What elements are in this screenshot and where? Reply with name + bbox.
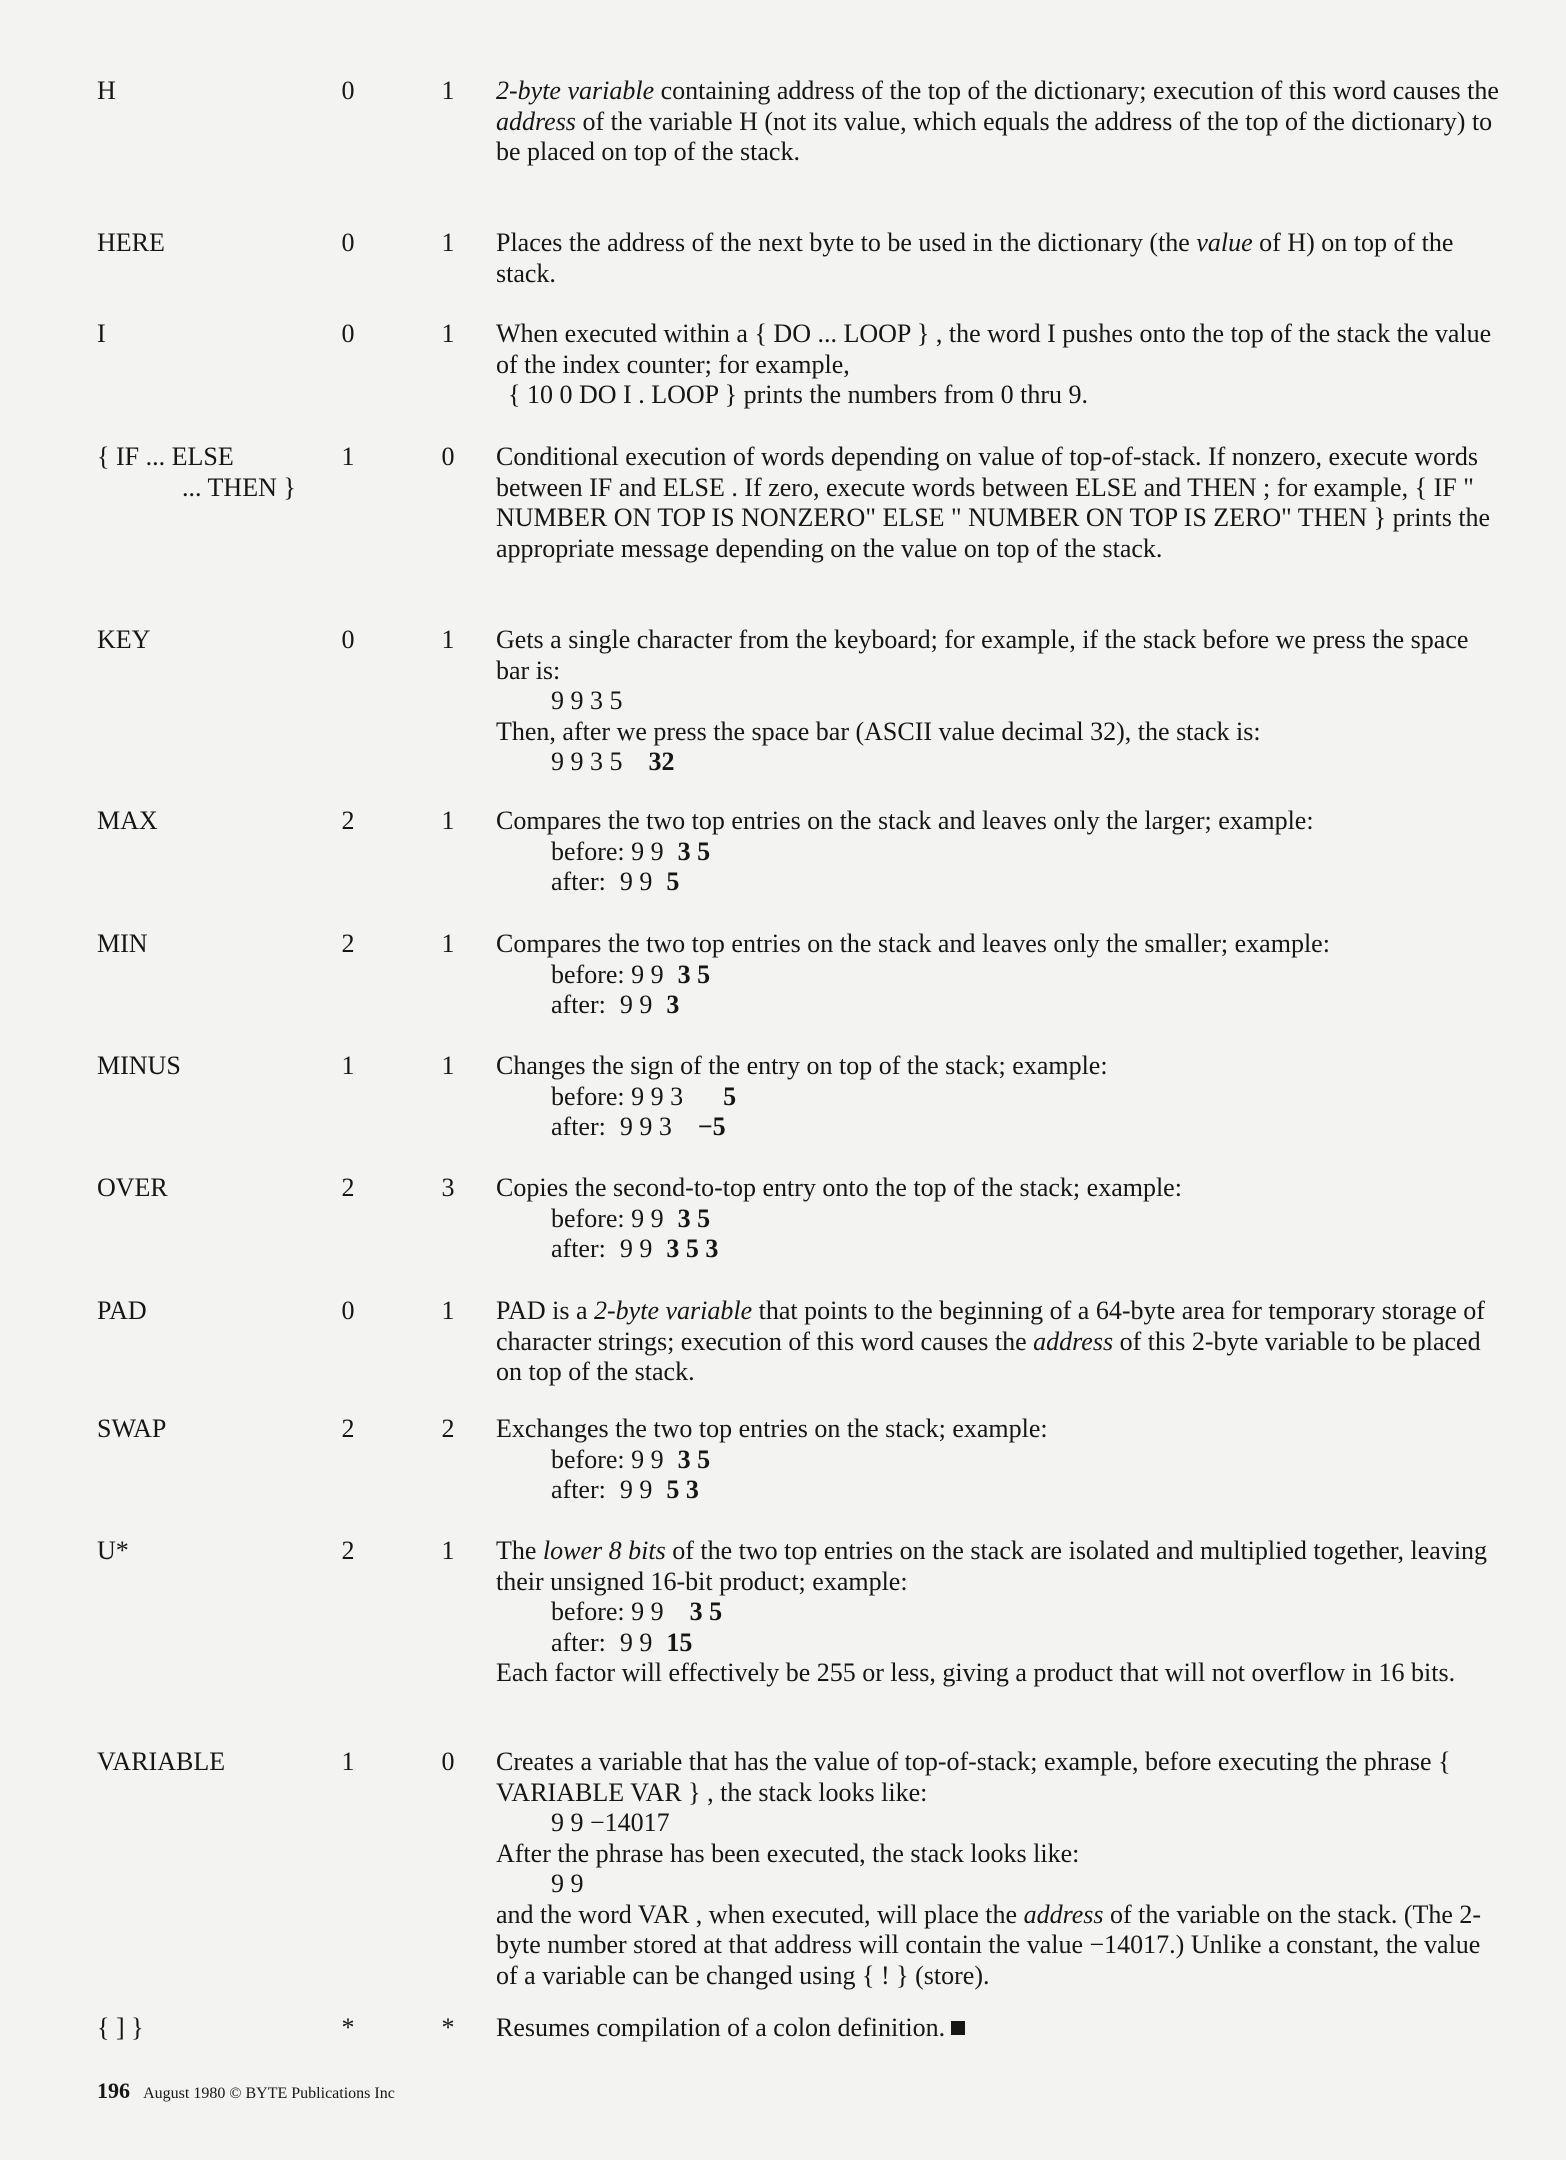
stack-output-count: 3	[441, 1173, 455, 1202]
word-description: Gets a single character from the keyboard; for example, if the stack before we press the space bar is: 9 9 3 5 Then, after we press the space bar (ASCII value decimal 32), the stack is: 9 9 3 5 32	[496, 625, 1508, 778]
stack-output-count: 1	[441, 1296, 455, 1325]
before-line: before: 9 9 3 5	[551, 1203, 711, 1233]
before-line: before: 9 9 3 5	[551, 836, 711, 866]
word-name: MAX	[97, 806, 158, 835]
stack-input-count: 1	[341, 442, 355, 471]
after-line: after: 9 9 3 5 3	[551, 1234, 719, 1263]
stack-example: 9 9	[551, 1869, 584, 1898]
word-name: H	[97, 76, 116, 105]
word-description: Compares the two top entries on the stack and leaves only the smaller; example: before: 9 9 3 5 after: 9 9 3	[496, 929, 1508, 1021]
word-description: Resumes compilation of a colon definition.	[496, 2013, 1508, 2044]
stack-input-count: 0	[341, 319, 355, 348]
stack-output-count: 1	[441, 625, 455, 654]
stack-output-count: 1	[441, 228, 455, 257]
word-description: Exchanges the two top entries on the stack; example: before: 9 9 3 5 after: 9 9 5 3	[496, 1414, 1508, 1506]
before-line: before: 9 9 3 5	[551, 1444, 711, 1474]
stack-input-count: 0	[341, 228, 355, 257]
publication-credit: August 1980 © BYTE Publications Inc	[143, 2085, 395, 2102]
word-description: When executed within a { DO ... LOOP } , the word I pushes onto the top of the stack the value of the index counter; for example, { 10 0 DO I . LOOP } prints the numbers from 0 thru 9.	[496, 319, 1492, 409]
after-line: after: 9 9 3 −5	[551, 1112, 726, 1141]
stack-example: 9 9 −14017	[551, 1808, 670, 1837]
stack-output-count: 1	[441, 319, 455, 348]
word-description: Copies the second-to-top entry onto the top of the stack; example: before: 9 9 3 5 after: 9 9 3 5 3	[496, 1173, 1508, 1265]
stack-input-count: *	[341, 2013, 355, 2042]
word-name: U*	[97, 1536, 129, 1565]
stack-output-count: 1	[441, 806, 455, 835]
word-description: The lower 8 bits of the two top entries on the stack are isolated and multiplied together, leaving their unsigned 16-bit product; example: before: 9 9 3 5 after: 9 9 15 Each factor will effectively be 255 or less, giving a product that will not overflow in 16 bits.	[496, 1536, 1508, 1689]
stack-input-count: 2	[341, 1536, 355, 1565]
word-name: OVER	[97, 1173, 168, 1202]
stack-output-count: 0	[441, 1747, 455, 1776]
stack-output-count: 0	[441, 442, 455, 471]
word-name: HERE	[97, 228, 165, 257]
word-description: PAD is a 2-byte variable that points to the beginning of a 64-byte area for temporary storage of character strings; execution of this word causes the address of this 2-byte variable to be placed on top of the stack.	[496, 1296, 1485, 1386]
stack-input-count: 0	[341, 76, 355, 105]
after-line: after: 9 9 15	[551, 1627, 693, 1657]
stack-output-count: 1	[441, 929, 455, 958]
stack-output-count: 1	[441, 1536, 455, 1565]
stack-output-count: *	[441, 2013, 455, 2042]
stack-input-count: 2	[341, 1173, 355, 1202]
word-name: VARIABLE	[97, 1747, 226, 1776]
stack-input-count: 1	[341, 1051, 355, 1080]
word-name: PAD	[97, 1296, 147, 1325]
word-description: Changes the sign of the entry on top of the stack; example: before: 9 9 3 5 after: 9 9 3 −5	[496, 1051, 1508, 1143]
word-description: Places the address of the next byte to be used in the dictionary (the value of H) on top of the stack.	[496, 228, 1454, 288]
word-name: KEY	[97, 625, 151, 654]
after-line: after: 9 9 3	[551, 990, 680, 1019]
stack-output-count: 1	[441, 1051, 455, 1080]
after-line: after: 9 9 5	[551, 867, 680, 896]
word-description: Creates a variable that has the value of top-of-stack; example, before executing the phrase { VARIABLE VAR } , the stack looks like: 9 9 −14017 After the phrase has been executed, the stack looks like: 9 9 and the word VAR , when executed, will place the address of the variable on the stack. (The 2-byte number stored at that address will contain the value −14017.) Unlike a constant, the value of a variable can be changed using { ! } (store).	[496, 1747, 1508, 1991]
before-line: before: 9 9 3 5	[551, 959, 711, 989]
word-description: Conditional execution of words depending on value of top-of-stack. If nonzero, execute words between IF and ELSE . If zero, execute words between ELSE and THEN ; for example, { IF " NUMBER ON TOP IS NONZERO" ELSE " NUMBER ON TOP IS ZERO" THEN } prints the appropriate message depending on the value on top of the stack.	[496, 442, 1491, 563]
stack-example: 9 9 3 5	[551, 686, 623, 715]
stack-input-count: 1	[341, 1747, 355, 1776]
stack-input-count: 2	[341, 806, 355, 835]
end-square-icon	[951, 2021, 965, 2035]
word-description: 2-byte variable containing address of the top of the dictionary; execution of this word causes the address of the variable H (not its value, which equals the address of the top of the dictionary) to be placed on top of the stack.	[496, 76, 1499, 166]
word-name: { ] }	[97, 2013, 144, 2042]
stack-input-count: 0	[341, 625, 355, 654]
stack-example: 9 9 3 5 32	[551, 747, 675, 776]
stack-input-count: 0	[341, 1296, 355, 1325]
word-name: { IF ... ELSE ... THEN }	[97, 442, 296, 502]
page-footer	[97, 2078, 395, 2104]
stack-output-count: 2	[441, 1414, 455, 1443]
before-line: before: 9 9 3 5	[551, 1081, 737, 1111]
before-line: before: 9 9 3 5	[551, 1597, 723, 1626]
stack-output-count: 1	[441, 76, 455, 105]
stack-input-count: 2	[341, 1414, 355, 1443]
after-line: after: 9 9 5 3	[551, 1475, 699, 1504]
word-name: SWAP	[97, 1414, 167, 1443]
page-number: 196	[97, 2078, 130, 2103]
stack-input-count: 2	[341, 929, 355, 958]
word-name: MIN	[97, 929, 148, 958]
word-name: I	[97, 319, 106, 348]
word-description: Compares the two top entries on the stack and leaves only the larger; example: before: 9 9 3 5 after: 9 9 5	[496, 806, 1508, 898]
word-name: MINUS	[97, 1051, 181, 1080]
